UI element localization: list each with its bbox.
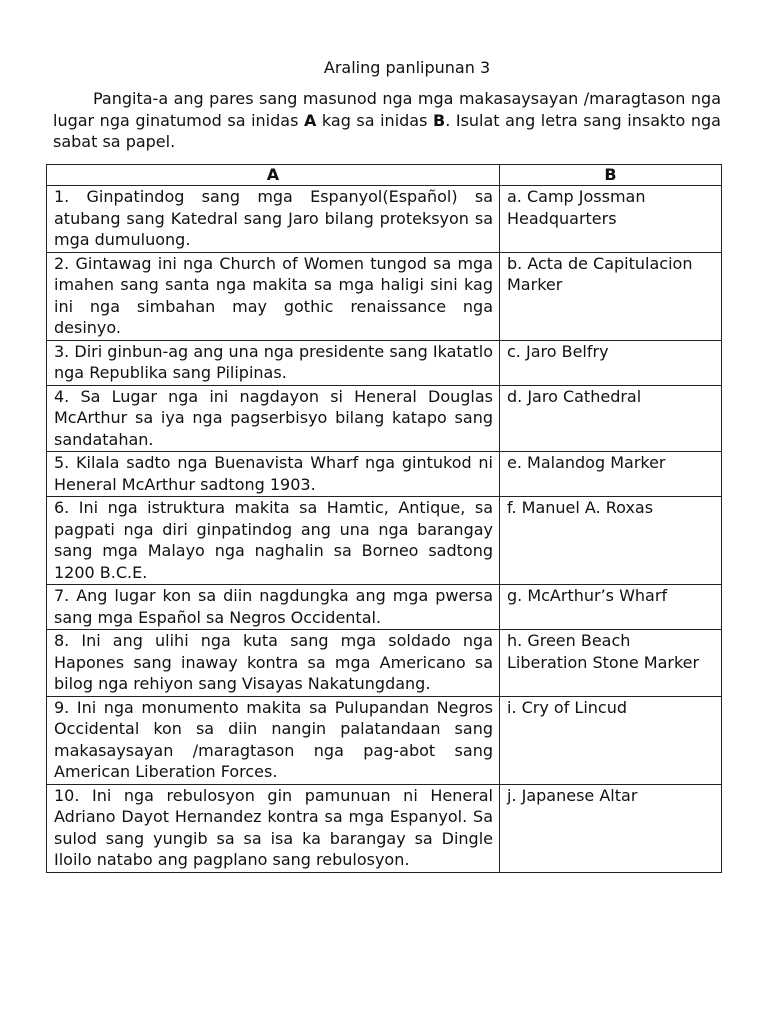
table-row (47, 696, 722, 784)
answer-choice-cell: e. Malandog Marker (500, 452, 722, 497)
matching-table (46, 164, 722, 873)
table-row (47, 784, 722, 872)
instructions-text-3: . Isulat ang letra sang insakto nga sabat sa papel. (53, 110, 721, 151)
instructions-text-2: kag sa inidas (316, 110, 433, 130)
table-row (47, 385, 722, 452)
table-row (47, 186, 722, 253)
question-cell: 8. Ini ang ulihi nga kuta sang mga soldado nga Hapones sang inaway kontra sa mga Americano sa bilog nga rehiyon sang Visayas Nakatungdang. (47, 630, 500, 697)
answer-choice-cell: c. Jaro Belfry (500, 340, 722, 385)
question-cell: 3. Diri ginbun-ag ang una nga presidente sang Ikatatlo nga Republika sang Pilipinas. (47, 340, 500, 385)
answer-choice-cell: b. Acta de Capitulacion Marker (500, 252, 722, 340)
instructions-text-1: Pangita-a ang pares sang masunod nga mga makasaysayan /maragtason nga lugar nga ginatumod sa inidas (53, 89, 721, 130)
answer-choice-cell: d. Jaro Cathedral (500, 385, 722, 452)
instructions-column-a-ref: A (303, 110, 317, 130)
answer-choice-cell: f. Manuel A. Roxas (500, 497, 722, 585)
column-a-header: A (47, 165, 500, 186)
question-cell: 7. Ang lugar kon sa diin nagdungka ang mga pwersa sang mga Español sa Negros Occidental. (47, 585, 500, 630)
table-row (47, 252, 722, 340)
question-cell: 2. Gintawag ini nga Church of Women tungod sa mga imahen sang santa nga makita sa mga haligi sini kag ini nga simbahan may gothic renaissance nga desinyo. (47, 252, 500, 340)
table-row (47, 585, 722, 630)
answer-choice-cell: i. Cry of Lincud (500, 696, 722, 784)
question-cell: 9. Ini nga monumento makita sa Pulupandan Negros Occidental kon sa diin nangin palatandaan sang makasaysayan /maragtason nga pag-abot sang American Liberation Forces. (47, 696, 500, 784)
answer-choice-cell: g. McArthur’s Wharf (500, 585, 722, 630)
table-row (47, 630, 722, 697)
instructions-paragraph (53, 88, 721, 153)
column-b-header: B (500, 165, 722, 186)
question-cell: 10. Ini nga rebulosyon gin pamunuan ni Heneral Adriano Dayot Hernandez kontra sa mga Espanyol. Sa sulod sang yungib sa sa isa ka barangay sa Dingle Iloilo natabo ang pagplano sang rebulosyon. (47, 784, 500, 872)
answer-choice-cell: a. Camp Jossman Headquarters (500, 186, 722, 253)
page-title: Araling panlipunan 3 (323, 58, 491, 77)
question-cell: 4. Sa Lugar nga ini nagdayon si Heneral Douglas McArthur sa iya nga pagserbisyo bilang katapo sang sandatahan. (47, 385, 500, 452)
question-cell: 6. Ini nga istruktura makita sa Hamtic, Antique, sa pagpati nga diri ginpatindog ang una nga barangay sang mga Malayo nga naghalin sa Borneo sadtong 1200 B.C.E. (47, 497, 500, 585)
answer-choice-cell: j. Japanese Altar (500, 784, 722, 872)
table-row (47, 452, 722, 497)
answer-choice-cell: h. Green Beach Liberation Stone Marker (500, 630, 722, 697)
table-row (47, 340, 722, 385)
question-cell: 5. Kilala sadto nga Buenavista Wharf nga gintukod ni Heneral McArthur sadtong 1903. (47, 452, 500, 497)
question-cell: 1. Ginpatindog sang mga Espanyol(Español) sa atubang sang Katedral sang Jaro bilang proteksyon sa mga dumuluong. (47, 186, 500, 253)
table-header-row (47, 165, 722, 186)
instructions-column-b-ref: B (433, 110, 446, 130)
table-row (47, 497, 722, 585)
